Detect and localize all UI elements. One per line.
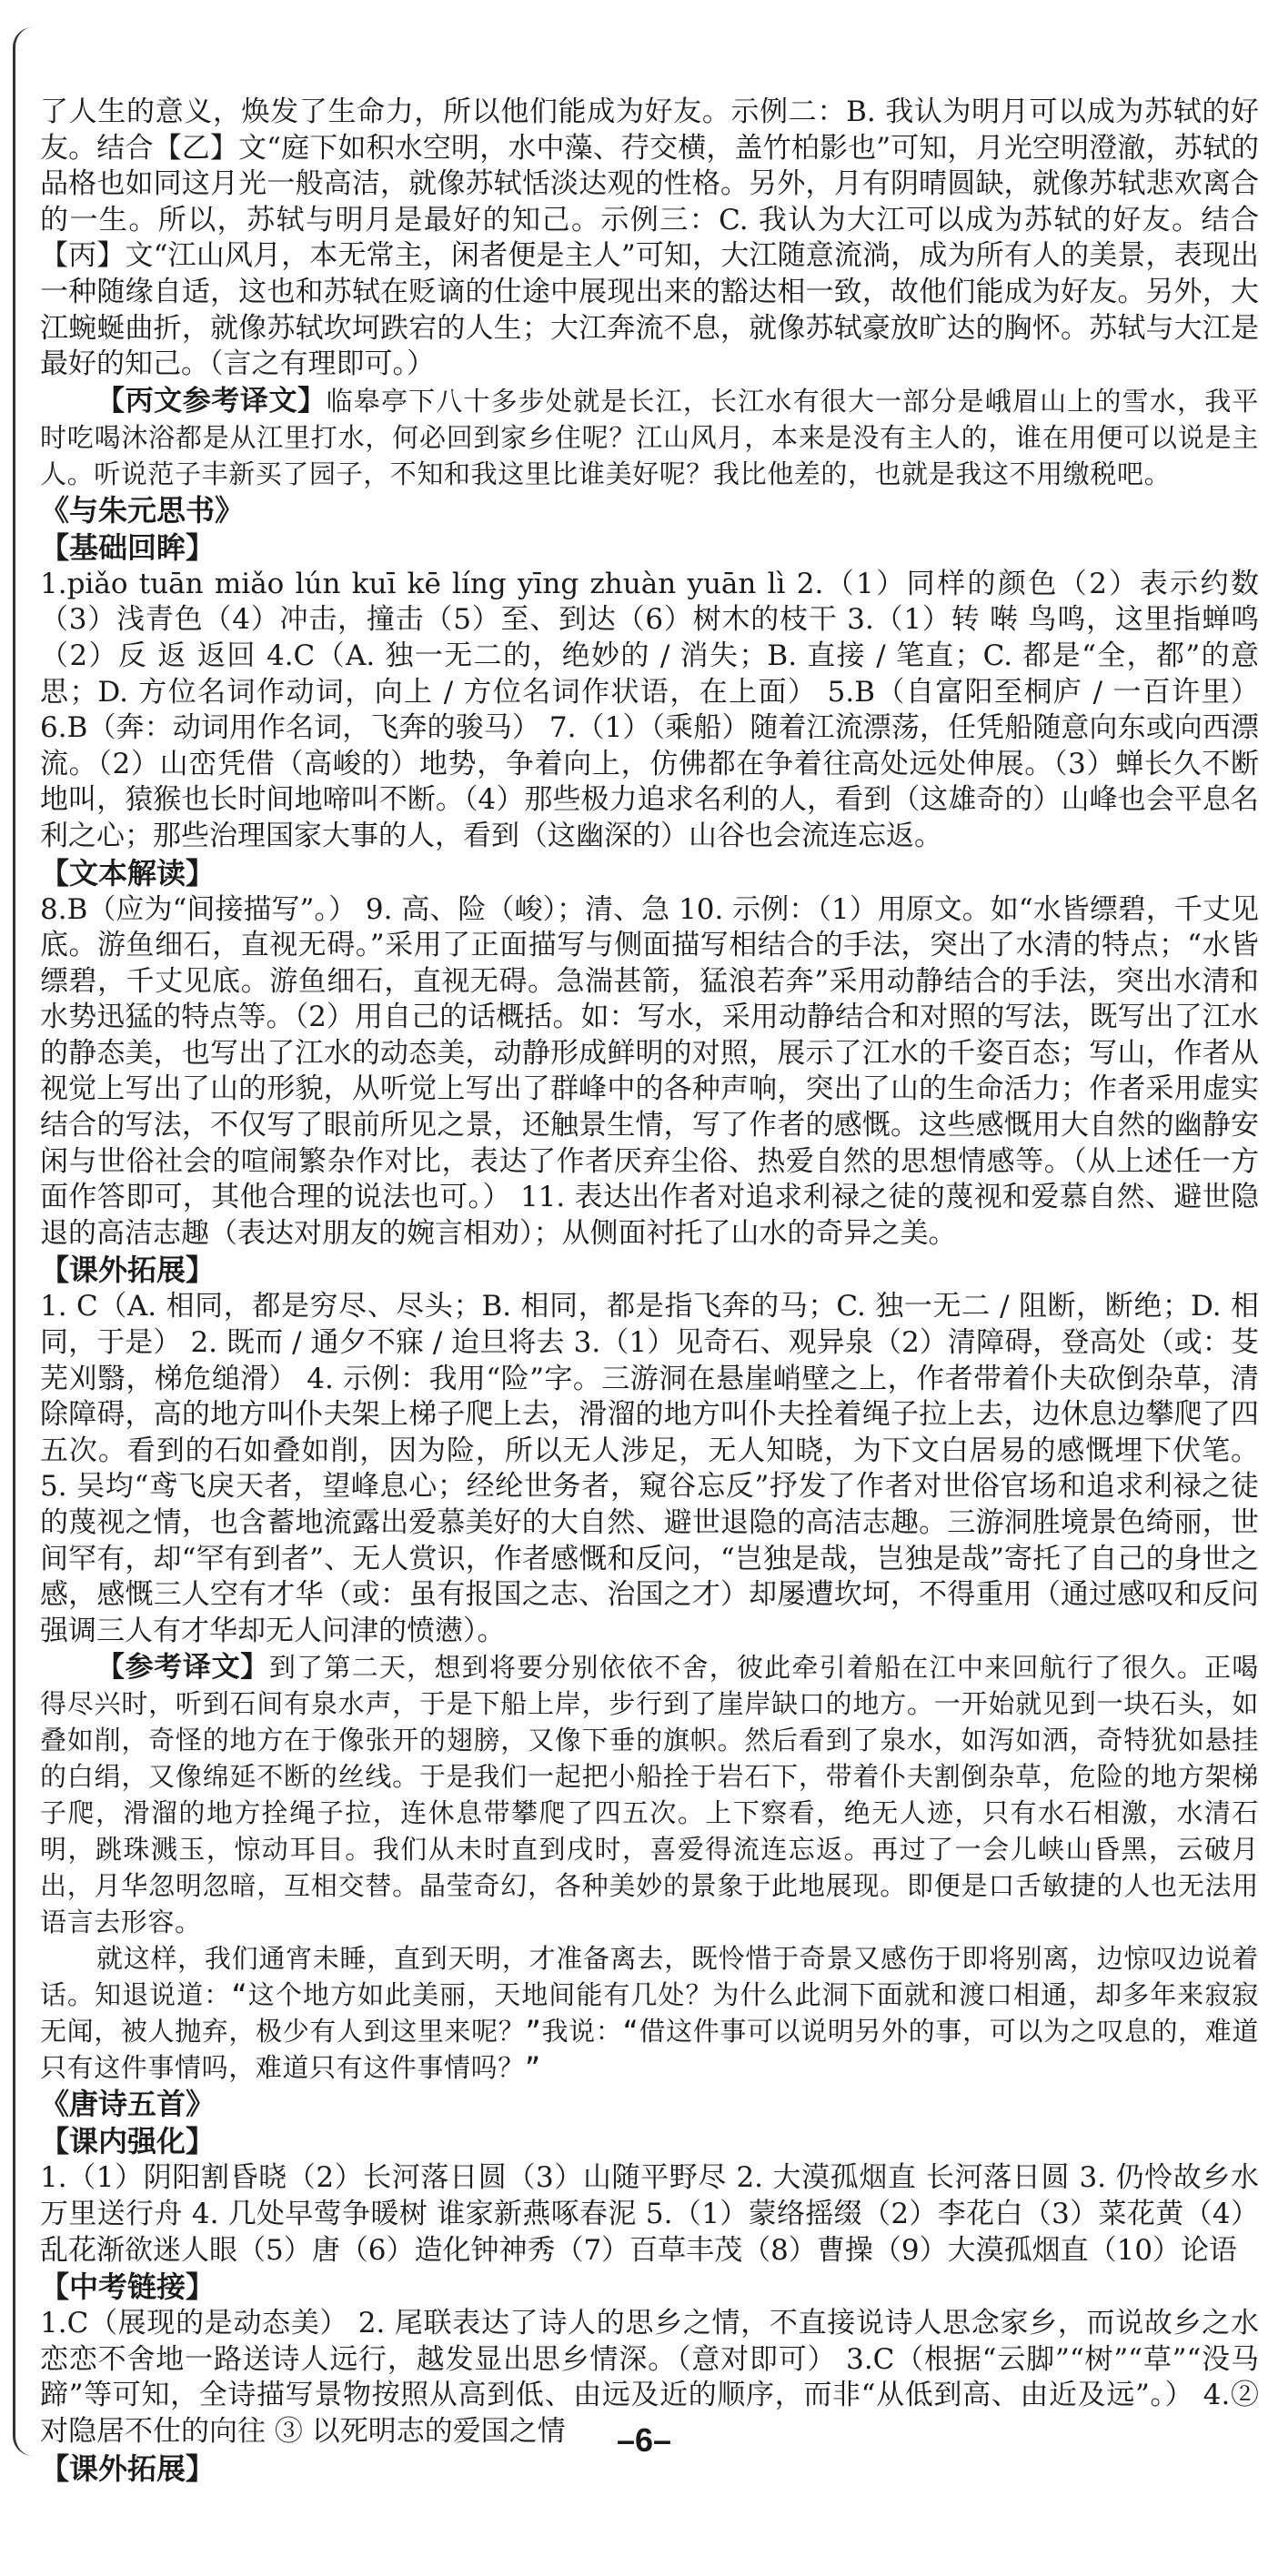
title-tang-shi-wu-shou: 《唐诗五首》 — [40, 2087, 216, 2122]
answers-exam-link: 1.C（展现的是动态美） 2. 尾联表达了诗人的思乡之情，不直接说诗人思念家乡，而说故乡之水恋恋不舍地一路送诗人远行，越发显出思乡情深。（意对即可） 3.C（根据“云脚”“树”“草”“没马蹄”等可知，全诗描写景物按照从高到低、由远及近的顺序，而非“从低到高、由近及远”。） 4.② 对隐居不仕的向往 ③ 以死明志的爱国之情 — [40, 2307, 1259, 2448]
page-border — [13, 27, 37, 2456]
translation-bing — [40, 383, 1259, 492]
translation-extension-1-label: 【参考译文】 — [96, 1651, 269, 1685]
translation-extension-1-cont: 就这样，我们通宵未睡，直到天明，才准备离去，既怜惜于奇景又感伤于即将别离，边惊叹边说着话。知退说道：“这个地方如此美丽，天地间能有几处？为什么此洞下面就和渡口相通，却多年来寂寂无闻，被人抛弃，极少有人到这里来呢？”我说：“借这件事可以说明另外的事，可以为之叹息的，难道只有这件事情吗，难道只有这件事情吗？” — [40, 1943, 1259, 2084]
translation-bing-text: 临皋亭下八十多步处就是长江，长江水有很大一部分是峨眉山上的雪水，我平时吃喝沐浴都是从江里打水，何必回到家乡住呢？江山风月，本来是没有主人的，谁在用便可以说是主人。听说范子丰新买了园子，不知和我这里比谁美好呢？我比他差的，也就是我这不用缴税吧。 — [40, 385, 1260, 489]
answers-in-class: 1.（1）阴阳割昏晓（2）长河落日圆（3）山随平野尽 2. 大漠孤烟直 长河落日圆 3. 仍怜故乡水 万里送行舟 4. 几处早莺争暖树 谁家新燕啄春泥 5.（1）蒙络摇缀（2）李花白（3）菜花黄（4）乱花渐欲迷人眼（5）唐（6）造化钟神秀（7）百草丰茂（8）曹操（9）大漠孤烟直（10）论语 — [40, 2161, 1259, 2267]
answers-extension-1: 1. C（A. 相同，都是穷尽、尽头；B. 相同，都是指飞奔的马；C. 独一无二 / 阻断，断绝；D. 相同，于是） 2. 既而 / 通夕不寐 / 迨旦将去 3.（1）见奇石、观异泉（2）清障碍，登高处（或：芟芜刈翳，梯危缒滑） 4. 示例：我用“险”字。三游洞在悬崖峭壁之上，作者带着仆夫砍倒杂草，清除障碍，高的地方叫仆夫架上梯子爬上去，滑溜的地方叫仆夫拴着绳子拉上去，边休息边攀爬了四五次。看到的石如叠如削，因为险，所以无人涉足，无人知晓，为下文白居易的感慨埋下伏笔。 5. 吴均“鸢飞戾天者，望峰息心；经纶世务者，窥谷忘反”抒发了作者对世俗官场和追求利禄之徒的蔑视之情，也含蓄地流露出爱慕美好的大自然、避世退隐的高洁志趣。三游洞胜境景色绮丽，世间罕有，却“罕有到者”、无人赏识，作者感慨和反问，“岂独是哉，岂独是哉”寄托了自己的身世之感，感慨三人空有才华（或：虽有报国之志、治国之才）却屡遭坎坷，不得重用（通过感叹和反问强调三人有才华却无人问津的愤懑）。 — [40, 1290, 1259, 1647]
answer-content — [40, 95, 1259, 2488]
section-exam-link: 【中考链接】 — [40, 2269, 216, 2305]
answers-text-reading: 8.B（应为“间接描写”。） 9. 高、险（峻）；清、急 10. 示例：（1）用原文。如“水皆缥碧，千丈见底。游鱼细石，直视无碍。”采用了正面描写与侧面描写相结合的手法，突出了水清的特点；“水皆缥碧，千丈见底。游鱼细石，直视无碍。急湍甚箭，猛浪若奔”采用动静结合的手法，突出水清和水势迅猛的特点等。（2）用自己的话概括。如：写水，采用动静结合和对照的写法，既写出了江水的静态美，也写出了江水的动态美，动静形成鲜明的对照，展示了江水的千姿百态；写山，作者从视觉上写出了山的形貌，从听觉上写出了群峰中的各种声响，突出了山的生命活力；作者采用虚实结合的写法，不仅写了眼前所见之景，还触景生情，写了作者的感慨。这些感慨用大自然的幽静安闲与世俗社会的喧闹繁杂作对比，表达了作者厌弃尘俗、热爱自然的思想情感等。（从上述任一方面作答即可，其他合理的说法也可。） 11. 表达出作者对追求利禄之徒的蔑视和爱慕自然、避世隐退的高洁志趣（表达对朋友的婉言相劝）；从侧面衬托了山水的奇异之美。 — [40, 892, 1259, 1250]
section-in-class: 【课内强化】 — [40, 2124, 216, 2159]
title-yu-zhu-yuansi-shu: 《与朱元思书》 — [40, 492, 245, 528]
translation-extension-1 — [40, 1649, 1259, 1940]
section-basic-review-1: 【基础回眸】 — [40, 529, 216, 565]
section-extension-2: 【课外拓展】 — [40, 2450, 216, 2486]
section-text-reading: 【文本解读】 — [40, 855, 216, 891]
section-extension-1: 【课外拓展】 — [40, 1253, 216, 1288]
answer-para-continuation: 了人生的意义，焕发了生命力，所以他们能成为好友。示例二：B. 我认为明月可以成为苏轼的好友。结合【乙】文“庭下如积水空明，水中藻、荇交横，盖竹柏影也”可知，月光空明澄澈，苏轼的品格也如同这月光一般高洁，就像苏轼恬淡达观的性格。另外，月有阴晴圆缺，就像苏轼悲欢离合的一生。所以，苏轼与明月是最好的知己。示例三：C. 我认为大江可以成为苏轼的好友。结合【丙】文“江山风月，本无常主，闲者便是主人”可知，大江随意流淌，成为所有人的美景，表现出一种随缘自适，这也和苏轼在贬谪的仕途中展现出来的豁达相一致，故他们能成为好友。另外，大江蜿蜒曲折，就像苏轼坎坷跌宕的人生；大江奔流不息，就像苏轼豪放旷达的胸怀。苏轼与大江是最好的知己。（言之有理即可。） — [40, 96, 1259, 381]
translation-extension-1-text: 到了第二天，想到将要分别依依不舍，彼此牵引着船在江中来回航行了很久。正喝得尽兴时，听到石间有泉水声，于是下船上岸，步行到了崖岸缺口的地方。一开始就见到一块石头，如叠如削，奇怪的地方在于像张开的翅膀，又像下垂的旗帜。然后看到了泉水，如泻如洒，奇特犹如悬挂的白绢，又像绵延不断的丝线。于是我们一起把小船拴于岩石下，带着仆夫割倒杂草，危险的地方架梯子爬，滑溜的地方拴绳子拉，连休息带攀爬了四五次。上下察看，绝无人迹，只有水石相激，水清石明，跳珠溅玉，惊动耳目。我们从未时直到戌时，喜爱得流连忘返。再过了一会儿峡山昏黑，云破月出，月华忽明忽暗，互相交替。晶莹奇幻，各种美妙的景象于此地展现。即便是口舌敏捷的人也无法用语言去形容。 — [40, 1652, 1260, 1938]
translation-bing-label: 【丙文参考译文】 — [96, 384, 327, 418]
answers-basic-review-1: 1.piǎo tuān miǎo lún kuī kē líng yīng zhuàn yuān lì 2.（1）同样的颜色（2）表示约数（3）浅青色（4）冲击，撞击（5）至、到达（6）树木的枝干 3.（1）转 啭 鸟鸣，这里指蝉鸣（2）反 返 返回 4.C（A. 独一无二的，绝妙的 / 消失；B. 直接 / 笔直；C. 都是“全，都”的意思；D. 方位名词作动词，向上 / 方位名词作状语，在上面） 5.B（自富阳至桐庐 / 一百许里） 6.B（奔：动词用作名词，飞奔的骏马） 7.（1）（乘船）随着江流漂荡，任凭船随意向东或向西漂流。（2）山峦凭借（高峻的）地势，争着向上，仿佛都在争着往高处远处伸展。（3）蝉长久不断地叫，猿猴也长时间地啼叫不断。（4）那些极力追求名利的人，看到（这雄奇的）山峰也会平息名利之心；那些治理国家大事的人，看到（这幽深的）山谷也会流连忘返。 — [40, 567, 1259, 852]
page-number: –6– — [616, 2421, 672, 2459]
